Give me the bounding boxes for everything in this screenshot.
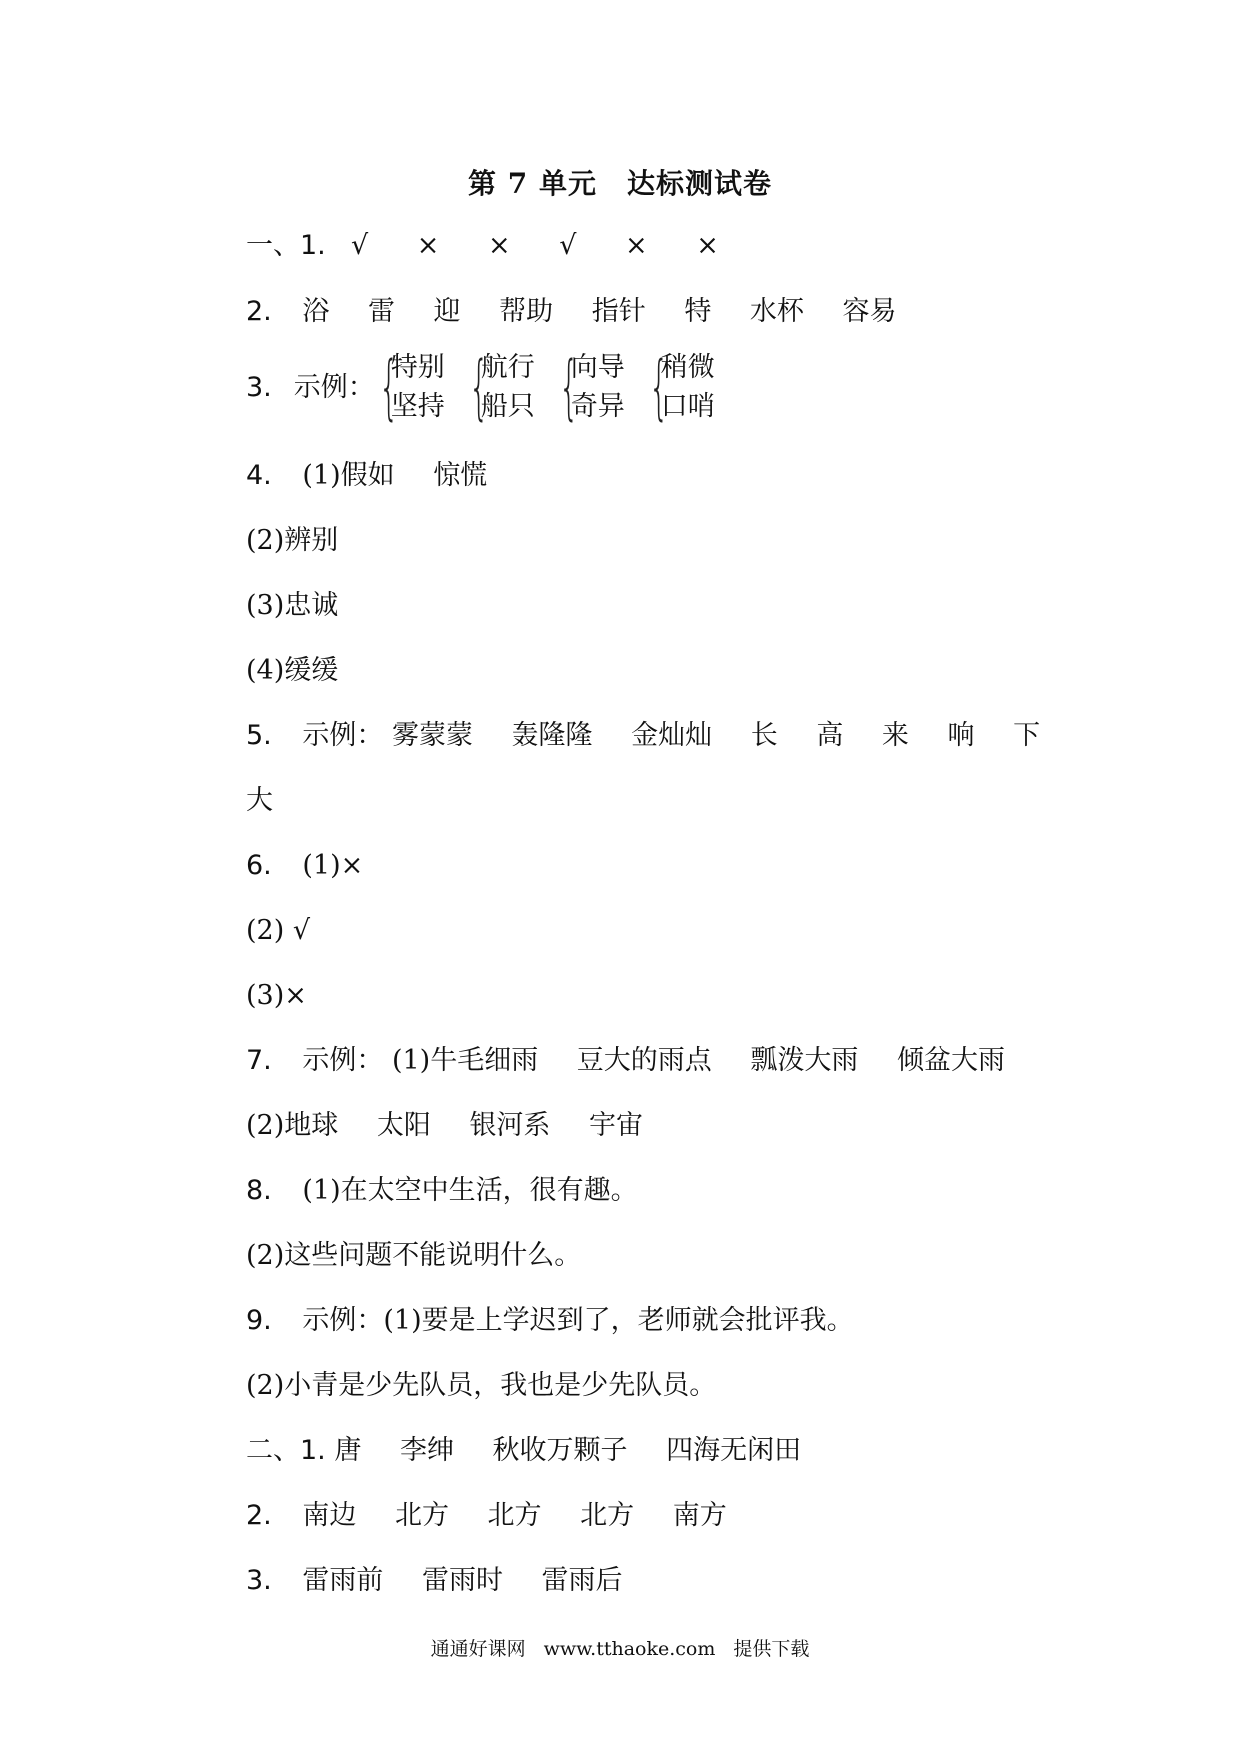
answer-line: (3)忠诚: [246, 590, 339, 621]
answer-line-s1-q1: [246, 232, 719, 259]
page-title: [0, 162, 1240, 202]
answer-line-q3: [246, 346, 735, 428]
answer-word: 帮助: [499, 296, 554, 327]
answer-word: 惊慌: [433, 460, 488, 491]
title-sub: 达标测试卷: [626, 167, 772, 200]
answer-line: 大: [246, 785, 273, 816]
answer-word: 雷雨后: [541, 1565, 623, 1596]
answer-word: 特: [684, 296, 712, 327]
answer-word: 雷雨时: [421, 1565, 503, 1596]
s1-prefix: 一、1.: [246, 230, 326, 261]
pair-word: 奇异: [570, 391, 625, 422]
q5-label: 示例：: [302, 720, 384, 751]
answer-word: 北方: [487, 1500, 542, 1531]
mark: ×: [696, 230, 719, 261]
answer-line-s2-q1: [246, 1437, 801, 1464]
pair-word: 稍微: [660, 352, 715, 383]
pair-word: 特别: [390, 352, 445, 383]
q7-number: 7.: [246, 1045, 272, 1076]
answer-sentence: (1)在太空中生活，很有趣。: [302, 1175, 638, 1206]
answer-line-q5: [246, 722, 1040, 749]
answer-word: 水杯: [749, 296, 804, 327]
footer-site: 通通好课网: [430, 1638, 526, 1660]
answer-word: (2)地球: [246, 1110, 339, 1141]
answer-word: 轰隆隆: [511, 720, 593, 751]
pair-word: 口哨: [660, 391, 715, 422]
answer-line: (2)小青是少先队员，我也是少先队员。: [246, 1370, 717, 1401]
answer-line: (2) √: [246, 915, 311, 946]
answer-word: 下: [1013, 720, 1041, 751]
pair-word: 航行: [480, 352, 535, 383]
answer-word: 北方: [580, 1500, 635, 1531]
answer-word: 来: [881, 720, 909, 751]
brace-pair: [645, 346, 715, 428]
brace-pair: [555, 346, 625, 428]
answer-sentence: (1)要是上学迟到了，老师就会批评我。: [383, 1305, 854, 1336]
answer-word: 雷雨前: [302, 1565, 384, 1596]
answer-word: 银河系: [469, 1110, 551, 1141]
answer-word: 雾蒙蒙: [391, 720, 473, 751]
answer-word: 太阳: [376, 1110, 431, 1141]
answer-word: (1)牛毛细雨: [391, 1045, 539, 1076]
q8-number: 8.: [246, 1175, 272, 1206]
q7-label: 示例：: [302, 1045, 384, 1076]
brace-icon: {: [378, 346, 399, 428]
answer-line-q7: [246, 1047, 1005, 1074]
answer-word: 南方: [672, 1500, 727, 1531]
answer-word: 雷: [367, 296, 395, 327]
answer-word: 容易: [842, 296, 897, 327]
brace-icon: {: [648, 346, 669, 428]
answer-word: 唐: [334, 1435, 362, 1466]
mark: ×: [416, 230, 440, 261]
answer-line: (3)×: [246, 980, 307, 1011]
answer-word: (1)×: [302, 850, 364, 881]
answer-line: (4)缓缓: [246, 655, 339, 686]
q6-number: 6.: [246, 850, 272, 881]
brace-pair: [465, 346, 535, 428]
answer-line-q2: [246, 298, 897, 325]
answer-line-q4: [246, 462, 487, 489]
s2-q2-number: 2.: [246, 1500, 272, 1531]
answer-word: 宇宙: [589, 1110, 644, 1141]
answer-word: 迎: [433, 296, 461, 327]
q9-label: 示例：: [302, 1305, 384, 1336]
title-main: 第 7 单元: [468, 167, 597, 200]
answer-word: 长: [750, 720, 778, 751]
answer-line-q8: [246, 1177, 638, 1204]
s2-q3-number: 3.: [246, 1565, 272, 1596]
mark: ×: [487, 230, 511, 261]
answer-line-s2-q3: [246, 1567, 623, 1594]
mark: √: [350, 230, 369, 261]
answer-word: 南边: [302, 1500, 357, 1531]
s2-prefix: 二、1.: [246, 1435, 326, 1466]
q3-number: 3.: [246, 371, 272, 403]
answer-word: 指针: [591, 296, 646, 327]
answer-line-q9: [246, 1307, 854, 1334]
answer-word: 瓢泼大雨: [750, 1045, 859, 1076]
answer-word: 浴: [302, 296, 330, 327]
footer-url[interactable]: www.tthaoke.com: [543, 1638, 716, 1660]
answer-line: (2)这些问题不能说明什么。: [246, 1240, 582, 1271]
brace-icon: {: [558, 346, 579, 428]
brace-icon: {: [468, 346, 489, 428]
answer-line: [246, 1112, 643, 1139]
pair-word: 坚持: [390, 391, 445, 422]
answer-word: 响: [947, 720, 975, 751]
pair-word: 船只: [480, 391, 535, 422]
answer-line-q6: [246, 852, 363, 879]
mark: ×: [625, 230, 648, 261]
answer-line-s2-q2: [246, 1502, 727, 1529]
q2-number: 2.: [246, 296, 272, 327]
answer-word: 北方: [394, 1500, 449, 1531]
pair-word: 向导: [570, 352, 625, 383]
q3-label: 示例：: [293, 371, 375, 403]
page-footer: [0, 1634, 1240, 1661]
q9-number: 9.: [246, 1305, 272, 1336]
q5-number: 5.: [246, 720, 272, 751]
answer-word: 豆大的雨点: [576, 1045, 712, 1076]
answer-word: 李绅: [399, 1435, 454, 1466]
answer-word: (1)假如: [302, 460, 395, 491]
footer-action: 提供下载: [733, 1638, 810, 1660]
mark: √: [559, 230, 577, 261]
answer-line: (2)辨别: [246, 525, 339, 556]
answer-word: 四海无闲田: [666, 1435, 802, 1466]
answer-word: 金灿灿: [631, 720, 713, 751]
q4-number: 4.: [246, 460, 272, 491]
answer-word: 倾盆大雨: [896, 1045, 1005, 1076]
answer-word: 高: [816, 720, 844, 751]
answer-word: 秋收万颗子: [492, 1435, 628, 1466]
brace-pair: [375, 346, 445, 428]
